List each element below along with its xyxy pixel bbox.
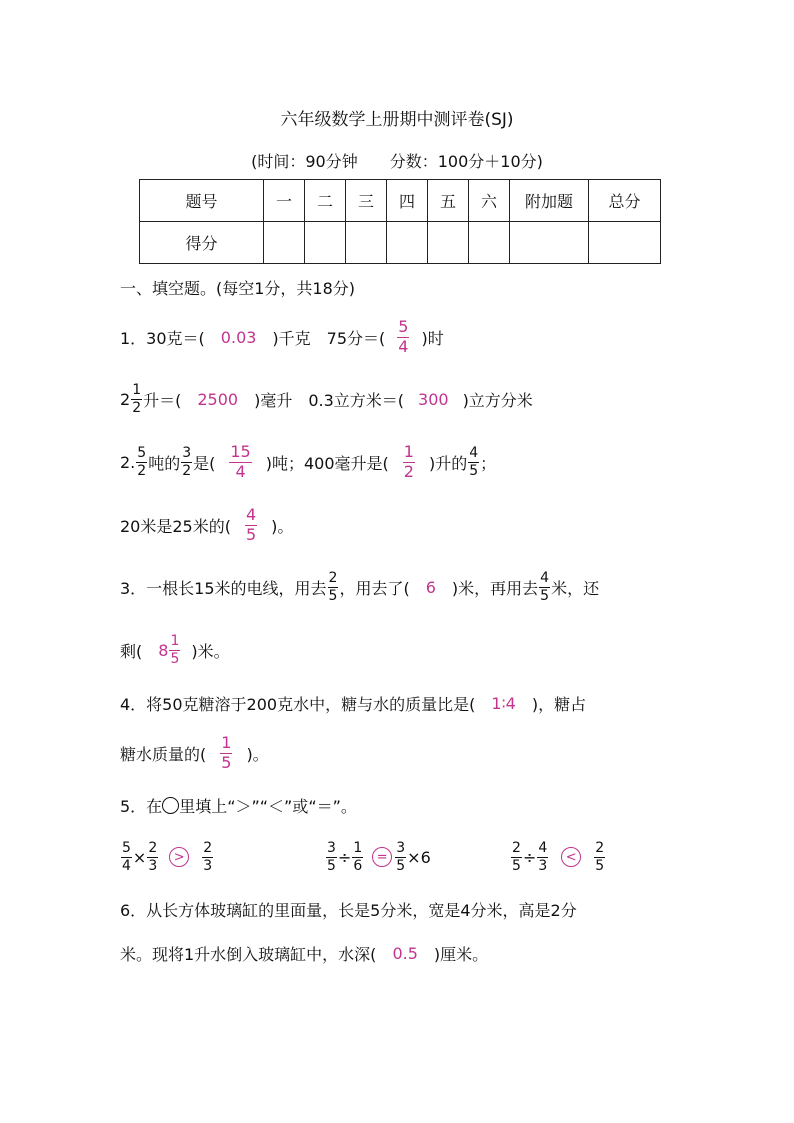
score-cell[interactable] xyxy=(387,222,428,264)
q2-text: )。 xyxy=(271,516,294,536)
q1-text: )立方分米 xyxy=(462,390,533,410)
fraction: $\frac{4}{5}$ xyxy=(469,444,479,479)
question-3-line-1 xyxy=(120,565,599,609)
score-cell[interactable] xyxy=(510,222,589,264)
fraction: $\frac{3}{2}$ xyxy=(182,444,192,479)
q2-text: 吨的 xyxy=(148,453,181,473)
q3-text: 3．一根长15米的电线，用去 xyxy=(120,578,327,598)
q4-answer-2: $\frac{1}{5}$ xyxy=(221,732,232,772)
q1-text: )毫升 0.3立方米＝( xyxy=(254,390,405,410)
page-title: 六年级数学上册期中测评卷(SJ) xyxy=(280,110,514,130)
q2-answer-1: $\frac{15}{4}$ xyxy=(230,441,251,481)
score-table-row xyxy=(140,222,661,264)
q2-text: 是( xyxy=(193,453,216,473)
q3-text: )米。 xyxy=(191,641,230,661)
fraction: $\frac{2}{3}$ xyxy=(148,839,158,874)
q2-text: )吨；400毫升是( xyxy=(265,453,389,473)
fraction: $\frac{2}{5}$ xyxy=(328,569,338,604)
q1-text: )千克 75分＝( xyxy=(272,328,386,348)
q3-text: 剩( xyxy=(120,641,143,661)
score-cell[interactable] xyxy=(346,222,387,264)
q4-text: )，糖占 xyxy=(531,694,587,714)
fraction: $\frac{4}{5}$ xyxy=(540,569,550,604)
question-1-line-2 xyxy=(120,380,533,418)
operator: × xyxy=(132,847,147,867)
q5-answer-3: < xyxy=(561,847,581,867)
q1-answer-1: 0.03 xyxy=(220,327,257,347)
q5-text: 里填上“＞”“＜”或“＝”。 xyxy=(179,796,357,816)
score-cell[interactable] xyxy=(469,222,510,264)
score-table-header-row xyxy=(140,180,661,222)
fraction: $\frac{2}{5}$ xyxy=(512,839,521,874)
q2-text: ； xyxy=(480,453,497,473)
table-header-cell: 总分 xyxy=(589,180,661,222)
circle-icon xyxy=(162,797,179,814)
question-1-line-1 xyxy=(120,318,444,356)
score-cell[interactable] xyxy=(305,222,346,264)
q4-answer-1: 1∶4 xyxy=(491,693,516,713)
operator: ÷ xyxy=(522,847,537,867)
fraction: $\frac{1}{6}$ xyxy=(353,839,363,874)
mixed-number: 2 $\frac{1}{2}$ xyxy=(120,381,142,416)
q1-answer-3: 2500 xyxy=(197,389,239,409)
q1-answer-2: $\frac{5}{4}$ xyxy=(398,316,409,356)
operator: ÷ xyxy=(337,847,352,867)
question-3-line-2 xyxy=(120,628,230,672)
q5-text: 5．在 xyxy=(120,796,163,816)
fraction: $\frac{5}{2}$ xyxy=(137,444,147,479)
score-cell[interactable] xyxy=(589,222,661,264)
score-cell[interactable] xyxy=(264,222,305,264)
question-5-instruction xyxy=(120,792,357,818)
q6-answer: 0.5 xyxy=(392,943,418,963)
q3-text: 米，还 xyxy=(551,578,600,598)
exam-info: (时间：90分钟 分数：100分＋10分) xyxy=(251,152,543,171)
q2-number: 2. xyxy=(120,452,136,472)
fraction: $\frac{3}{5}$ xyxy=(396,839,406,874)
table-header-cell: 二 xyxy=(305,180,346,222)
section-1-title: 一、填空题。(每空1分，共18分) xyxy=(120,279,356,298)
question-4-line-2 xyxy=(120,731,269,775)
q2-answer-3: $\frac{4}{5}$ xyxy=(245,504,257,544)
q5-answer-1: > xyxy=(169,847,189,867)
q5-answer-2: = xyxy=(372,847,392,867)
q5-text: ×6 xyxy=(407,847,431,867)
q2-text: )升的 xyxy=(428,453,468,473)
score-table xyxy=(139,179,661,264)
question-6-line-1: 6．从长方体玻璃缸的里面量，长是5分米，宽是4分米，高是2分 xyxy=(120,901,577,920)
q5-expression-2 xyxy=(325,833,431,881)
table-row-label: 得分 xyxy=(140,222,264,264)
question-6-line-2 xyxy=(120,940,488,966)
q5-expression-1 xyxy=(120,833,214,881)
question-2-line-1 xyxy=(120,440,496,484)
table-header-cell: 一 xyxy=(264,180,305,222)
fraction: $\frac{2}{5}$ xyxy=(595,839,605,874)
q2-answer-2: $\frac{1}{2}$ xyxy=(403,441,414,481)
table-header-cell: 三 xyxy=(346,180,387,222)
question-4-line-1 xyxy=(120,690,586,716)
table-header-cell: 六 xyxy=(469,180,510,222)
q5-expression-3 xyxy=(510,833,606,881)
q4-text: )。 xyxy=(246,744,269,764)
q6-text: 米。现将1升水倒入玻璃缸中，水深( xyxy=(120,944,377,964)
fraction: $\frac{2}{3}$ xyxy=(203,839,213,874)
fraction: $\frac{5}{4}$ xyxy=(122,839,131,874)
question-2-line-2 xyxy=(120,503,293,547)
fraction: $\frac{3}{5}$ xyxy=(327,839,336,874)
q4-text: 4．将50克糖溶于200克水中，糖与水的质量比是( xyxy=(120,694,476,714)
table-header-cell: 五 xyxy=(428,180,469,222)
q3-text: ，用去了( xyxy=(339,578,410,598)
table-header-cell: 四 xyxy=(387,180,428,222)
q1-text: 升＝( xyxy=(143,390,182,410)
table-header-cell: 附加题 xyxy=(510,180,589,222)
q1-text: )时 xyxy=(421,328,444,348)
q6-text: )厘米。 xyxy=(433,944,489,964)
q2-text: 20米是25米的( xyxy=(120,516,231,536)
fraction: $\frac{4}{3}$ xyxy=(538,839,548,874)
q1-text: 1．30克＝( xyxy=(120,328,205,348)
table-header-cell: 题号 xyxy=(140,180,264,222)
q4-text: 糖水质量的( xyxy=(120,744,207,764)
q3-text: )米，再用去 xyxy=(451,578,539,598)
score-cell[interactable] xyxy=(428,222,469,264)
q1-answer-4: 300 xyxy=(418,389,449,409)
q3-answer-2: 8 $\frac{1}{5}$ xyxy=(158,632,180,667)
q3-answer-1: 6 xyxy=(425,577,436,597)
